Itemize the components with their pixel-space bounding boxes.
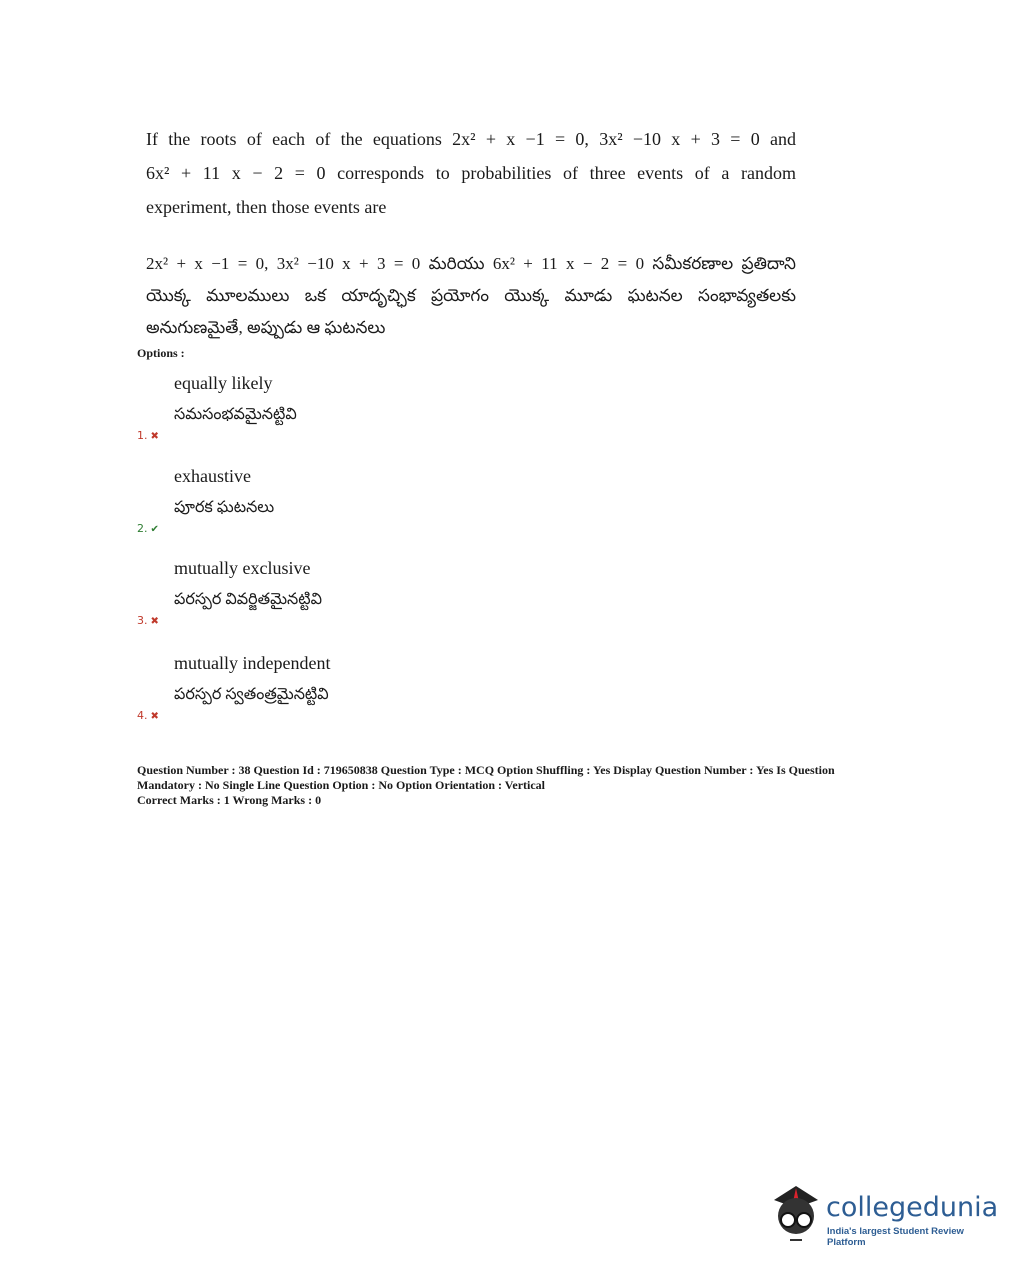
question-line-telugu: అనుగుణమైతే, అప్పుడు ఆ ఘటనలు [146, 318, 386, 337]
option-number: 1. ✖ [137, 429, 159, 442]
options-label: Options : [137, 346, 185, 360]
option-4 [137, 653, 537, 743]
question-line: If the roots of each of the equations 2x² + x −1 = 0, 3x² −10 x + 3 = 0 and [146, 129, 796, 149]
wrong-icon: ✖ [150, 711, 159, 722]
question-line-telugu: యొక్క మూలములు ఒక యాదృచ్ఛిక ప్రయోగం యొక్క మూడు ఘటనల సంభావ్యతలకు [146, 286, 796, 305]
option-3 [137, 558, 537, 648]
logo-wordmark: collegedunia [826, 1192, 999, 1223]
question-line: 6x² + 11 x − 2 = 0 corresponds to probabilities of three events of a random [146, 163, 796, 183]
question-telugu [146, 248, 796, 344]
metadata-line: Mandatory : No Single Line Question Option : No Option Orientation : Vertical [137, 778, 546, 792]
question-metadata [137, 763, 897, 808]
option-number: 3. ✖ [137, 614, 159, 627]
option-text-telugu: సమసంభవమైనట్టివి [174, 406, 297, 423]
logo-tagline: India's largest Student Review Platform [827, 1226, 964, 1248]
option-2 [137, 466, 537, 556]
question-line-telugu: 2x² + x −1 = 0, 3x² −10 x + 3 = 0 మరియు 6x² + 11 x − 2 = 0 సమీకరణాల ప్రతిదాని [146, 254, 796, 273]
option-text: equally likely [174, 373, 273, 393]
question-line: experiment, then those events are [146, 197, 387, 217]
question-english [146, 122, 796, 224]
check-icon: ✔ [150, 524, 159, 535]
option-number: 4. ✖ [137, 709, 159, 722]
option-text-telugu: పరస్పర స్వతంత్రమైనట్టివి [174, 686, 329, 703]
option-text-telugu: పూరక ఘటనలు [174, 499, 275, 516]
wrong-icon: ✖ [150, 431, 159, 442]
metadata-line: Correct Marks : 1 Wrong Marks : 0 [137, 793, 322, 807]
collegedunia-logo [766, 1178, 999, 1250]
wrong-icon: ✖ [150, 616, 159, 627]
option-text: mutually independent [174, 653, 331, 673]
option-1 [137, 373, 537, 463]
option-text: exhaustive [174, 466, 251, 486]
option-text-telugu: పరస్పర వివర్జితమైనట్టివి [174, 591, 322, 608]
metadata-line: Question Number : 38 Question Id : 719650838 Question Type : MCQ Option Shuffling : Yes Display Question Number : Yes Is Question [137, 763, 835, 777]
mascot-icon [766, 1178, 826, 1250]
option-text: mutually exclusive [174, 558, 311, 578]
option-number: 2. ✔ [137, 522, 159, 535]
